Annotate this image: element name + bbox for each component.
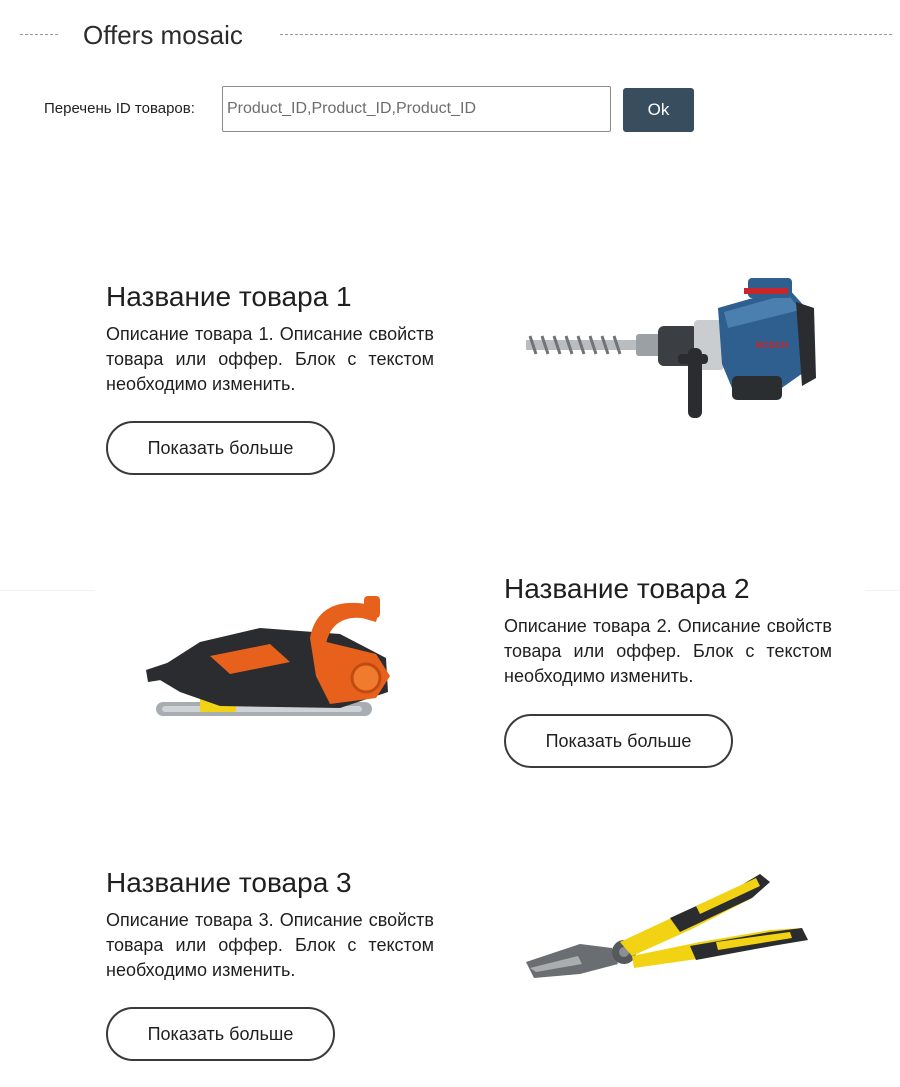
svg-text:BOSCH: BOSCH (756, 340, 789, 350)
header (20, 18, 892, 52)
product-name: Название товара 2 (504, 573, 750, 604)
chainsaw-image (140, 566, 400, 756)
pliers-image (520, 856, 820, 996)
product-id-label: Перечень ID товаров: (44, 100, 195, 117)
product-description: Описание товара 1. Описание свойств товара или оффер. Блок с текстом необходимо изменить. (106, 324, 434, 394)
show-more-button[interactable]: Показать больше (106, 1007, 335, 1061)
rotary-hammer-drill-image (518, 268, 818, 428)
show-more-button[interactable]: Показать больше (504, 714, 733, 768)
product-id-input[interactable] (222, 86, 611, 132)
page-title: Offers mosaic (83, 20, 243, 50)
show-more-button[interactable]: Показать больше (106, 421, 335, 475)
header-divider-left (20, 34, 58, 35)
product-name: Название товара 3 (106, 867, 352, 898)
divider (0, 590, 95, 591)
product-description: Описание товара 3. Описание свойств товара или оффер. Блок с текстом необходимо изменить. (106, 910, 434, 980)
product-name: Название товара 1 (106, 281, 352, 312)
divider (865, 590, 900, 591)
ok-button[interactable]: Ok (623, 88, 694, 132)
product-description: Описание товара 2. Описание свойств товара или оффер. Блок с текстом необходимо изменить. (504, 616, 832, 686)
header-divider-right (280, 34, 892, 35)
